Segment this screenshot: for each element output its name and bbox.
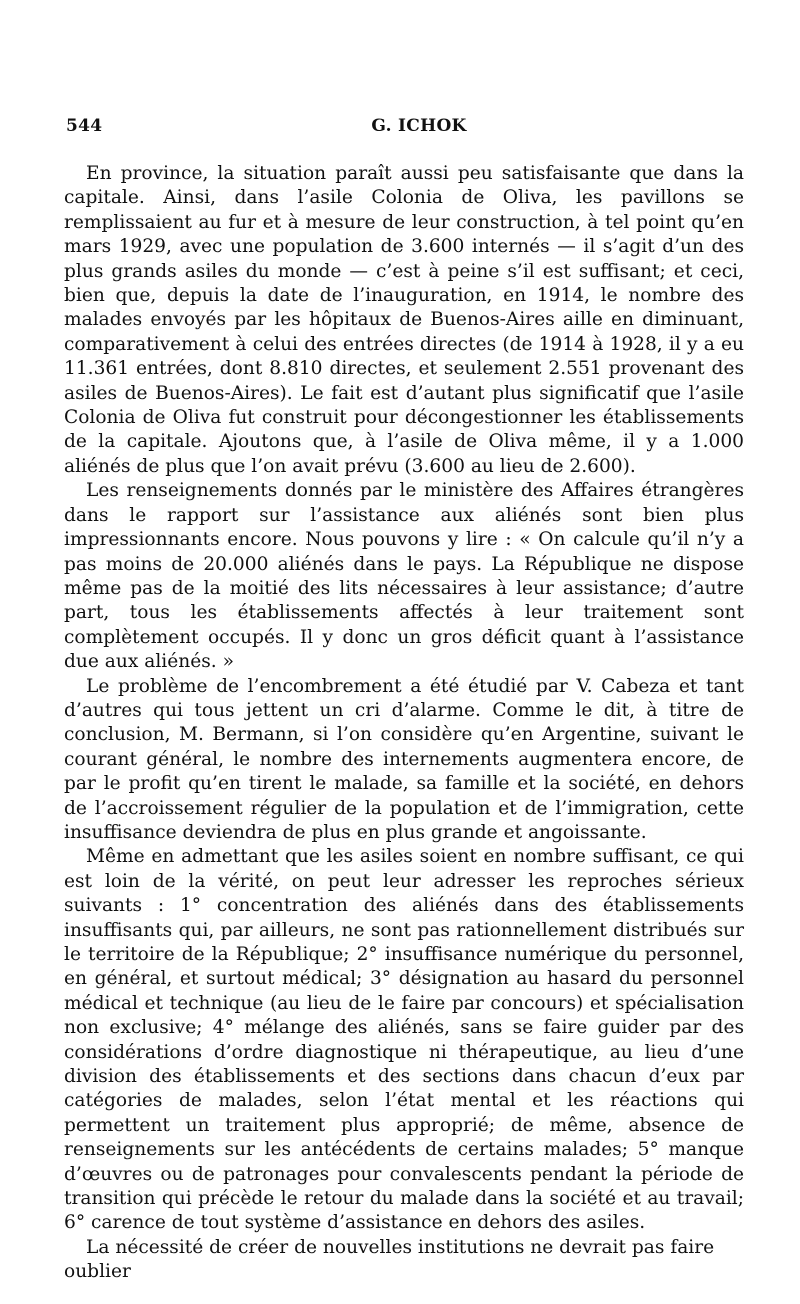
body-text <box>64 162 744 1285</box>
page-number: 544 <box>66 116 103 136</box>
paragraph: Le problème de l’encombrement a été étudié par V. Cabeza et tant d’autres qui tous jettent un cri d’alarme. Comme le dit, à titre de conclusion, M. Bermann, si l’on considère qu’en Argentine, suivant le courant général, le nombre des internements augmentera encore, de par le profit qu’en tirent le malade, sa famille et la société, en dehors de l’accroissement régulier de la population et de l’immigration, cette insuffisance deviendra de plus en plus grande et angoissante. <box>64 675 744 843</box>
paragraph: La nécessité de créer de nouvelles institutions ne devrait pas faire oublier <box>64 1236 715 1283</box>
paragraph: Les renseignements donnés par le ministère des Affaires étrangères dans le rapport sur l’assistance aux aliénés sont bien plus impressionnants encore. Nous pouvons y lire : « On calcule qu’il n’y a pas moins de 20.000 aliénés dans le pays. La République ne dispose même pas de la moitié des lits nécessaires à leur assistance; d’autre part, tous les établissements affectés à leur traitement sont complètement occupés. Il y donc un gros déficit quant à l’assistance due aux aliénés. » <box>64 480 744 673</box>
running-title: G. ICHOK <box>371 116 467 136</box>
paragraph: En province, la situation paraît aussi peu satisfaisante que dans la capitale. Ainsi, dans l’asile Colonia de Oliva, les pavillons se remplissaient au fur et à mesure de leur construction, à tel point qu’en mars 1929, avec une population de 3.600 internés — il s’agit d’un des plus grands asiles du monde — c’est à peine s’il est suffisant; et ceci, bien que, depuis la date de l’inauguration, en 1914, le nombre des malades envoyés par les hôpitaux de Buenos-Aires aille en diminuant, comparativement à celui des entrées directes (de 1914 à 1928, il y a eu 11.361 entrées, dont 8.810 directes, et seulement 2.551 provenant des asiles de Buenos-Aires). Le fait est d’autant plus significatif que l’asile Colonia de Oliva fut construit pour décongestionner les établissements de la capitale. Ajoutons que, à l’asile de Oliva même, il y a 1.000 aliénés de plus que l’on avait prévu (3.600 au lieu de 2.600). <box>64 163 744 477</box>
paragraph: Même en admettant que les asiles soient en nombre suffisant, ce qui est loin de la vérité, on peut leur adresser les reproches sérieux suivants : 1° concentration des aliénés dans des établissements insuffisants qui, par ailleurs, ne sont pas rationnellement distribués sur le territoire de la République; 2° insuffisance numérique du personnel, en général, et surtout médical; 3° désignation au hasard du personnel médical et technique (au lieu de le faire par concours) et spécialisation non exclusive; 4° mélange des aliénés, sans se faire guider par des considérations d’ordre diagnostique ni thérapeutique, au lieu d’une division des établissements et des sections dans chacun d’eux par catégories de malades, selon l’état mental et les réactions qui permettent un traitement plus approprié; de même, absence de renseignements sur les antécédents de certains malades; 5° manque d’œuvres ou de patronages pour convalescents pendant la période de transition qui précède le retour du malade dans la société et au travail; 6° carence de tout système d’assistance en dehors des asiles. <box>64 846 744 1234</box>
book-page <box>64 116 744 1285</box>
page-header <box>64 116 744 142</box>
